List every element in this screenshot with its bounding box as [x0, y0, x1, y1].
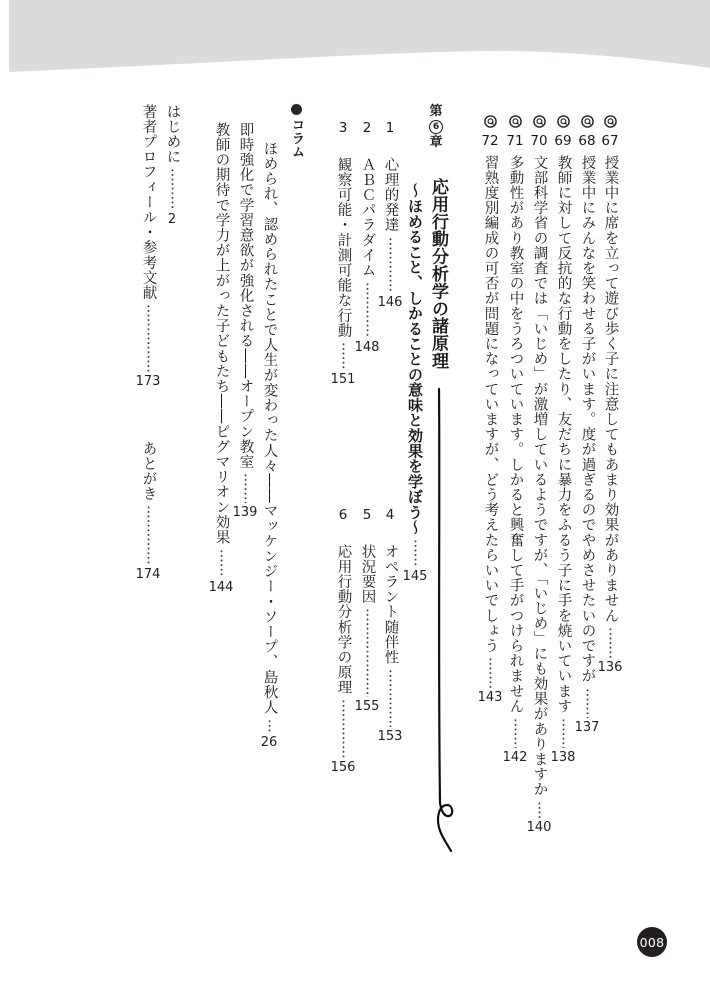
page-number: 008	[639, 934, 665, 950]
page-number-badge	[637, 927, 667, 957]
section-title: 心理的発達	[382, 157, 399, 233]
qa-entry-69[interactable]	[549, 115, 577, 765]
dot-leader	[244, 473, 247, 503]
qa-title: 習熟度別編成の可否が問題になっていますが、どう考えたらいいでしょう	[482, 155, 499, 654]
section-entry-3[interactable]	[329, 121, 357, 387]
qa-number: 70	[530, 133, 548, 149]
q-circle-icon	[484, 115, 497, 128]
dot-leader	[514, 718, 517, 748]
chapter-subtitle: 〜ほめること、しかることの意味と効果を学ぼう〜	[406, 183, 424, 535]
page-ref: 146	[377, 295, 403, 310]
qa-entry-71[interactable]	[501, 115, 529, 765]
qa-title: 多動性があり教室の中をうろついています。しかると興奮して手がつけられません	[507, 155, 524, 714]
chapter-label	[422, 104, 450, 150]
qa-title: 授業中に席を立って遊び歩く子に注意してもあまり効果がありません	[602, 155, 619, 624]
page-ref: 2	[167, 212, 177, 227]
bullet-circle-icon	[291, 104, 302, 115]
qa-entry-70[interactable]	[525, 115, 553, 835]
qa-number: 71	[506, 133, 524, 149]
front-matter-author-profile[interactable]	[134, 104, 162, 389]
front-matter-title: 著者プロフィール・参考文献	[140, 104, 157, 301]
page-ref: 142	[502, 750, 528, 765]
page-ref: 143	[477, 690, 503, 705]
page-ref: 173	[135, 374, 161, 389]
dot-leader	[389, 237, 392, 294]
dot-leader	[389, 669, 392, 727]
dot-leader	[147, 304, 150, 372]
dot-leader	[268, 719, 271, 733]
dot-leader	[366, 608, 369, 697]
chapter-prefix: 第	[429, 104, 443, 119]
q-circle-icon	[557, 115, 570, 128]
page-ref: 139	[232, 505, 258, 520]
page-ref: 174	[135, 567, 161, 582]
dot-leader	[414, 539, 417, 567]
section-title: オペラント随伴性	[382, 544, 399, 665]
dot-leader	[366, 282, 369, 338]
qa-title: 授業中にみんなを笑わせる子がいます。度が過ぎるのでやめさせたいのですが	[579, 155, 596, 684]
page-ref: 137	[574, 720, 600, 735]
chapter-suffix: 章	[429, 135, 443, 150]
qa-number: 68	[578, 133, 596, 149]
qa-title: 教師に対して反抗的な行動をしたり、友だちに暴力をふるう子に手を焼いています	[555, 155, 572, 714]
front-matter-title: はじめに	[164, 104, 181, 165]
column-entry-2[interactable]	[231, 122, 259, 520]
header-wave-band	[0, 0, 710, 80]
qa-entry-68[interactable]	[573, 115, 601, 735]
page-ref: 153	[377, 729, 403, 744]
front-matter-introduction[interactable]	[158, 104, 186, 227]
section-number: 1	[385, 120, 395, 136]
chapter-number-circle: 6	[429, 120, 443, 134]
section-title: 応用行動分析学の原理	[335, 544, 352, 695]
dot-leader	[586, 688, 589, 719]
column-title: 教師の期待で学力が上がった子どもたち――ピグマリオン効果	[213, 122, 230, 545]
section-number: 2	[362, 120, 372, 136]
column-header	[282, 104, 310, 159]
dot-leader	[538, 801, 541, 818]
front-matter-title: あとがき	[140, 441, 157, 502]
section-title: 観察可能・計測可能な行動	[335, 157, 352, 339]
section-number: 6	[338, 507, 348, 523]
section-entry-5[interactable]	[353, 508, 381, 714]
q-circle-icon	[604, 115, 617, 128]
section-number: 4	[385, 507, 395, 523]
column-entry-1[interactable]	[255, 141, 283, 750]
dot-leader	[489, 657, 492, 688]
page-ref: 155	[354, 699, 380, 714]
dot-leader	[609, 627, 612, 658]
q-circle-icon	[533, 115, 546, 128]
section-number: 5	[362, 507, 372, 523]
page-ref: 140	[526, 820, 552, 835]
front-matter-afterword[interactable]	[134, 441, 162, 582]
dot-leader	[147, 505, 150, 565]
qa-number: 69	[554, 133, 572, 149]
page-ref: 26	[260, 735, 278, 750]
column-label: コラム	[289, 118, 304, 159]
q-circle-icon	[509, 115, 522, 128]
page-ref: 145	[402, 569, 428, 584]
column-entry-3[interactable]	[207, 122, 235, 595]
page-ref: 151	[330, 372, 356, 387]
column-title: 即時強化で学習意欲が強化される――オープン教室	[237, 122, 254, 470]
q-circle-icon	[581, 115, 594, 128]
dot-leader	[562, 718, 565, 748]
dot-leader	[220, 549, 223, 578]
section-entry-6[interactable]	[329, 508, 357, 775]
dot-leader	[342, 342, 345, 370]
page-ref: 136	[597, 660, 623, 675]
section-number: 3	[338, 120, 348, 136]
qa-number: 67	[601, 133, 619, 149]
page-ref: 156	[330, 760, 356, 775]
qa-title: 文部科学省の調査では「いじめ」が激増しているようですが、「いじめ」にも効果がありますか	[531, 155, 548, 798]
chapter-subtitle-entry[interactable]	[401, 183, 429, 584]
section-title: 状況要因	[359, 544, 376, 605]
chapter-title-text: 応用行動分析学の諸原理	[428, 178, 448, 370]
section-title: ＡＢＣパラダイム	[359, 157, 376, 278]
dot-leader	[342, 699, 345, 758]
qa-number: 72	[481, 133, 499, 149]
section-entry-2[interactable]	[353, 121, 381, 355]
page-ref: 148	[354, 340, 380, 355]
qa-entry-72[interactable]	[476, 115, 504, 705]
column-title: ほめられ、認められたことで人生が変わった人々――マッケンジー・ソープ、島秋人	[261, 141, 278, 715]
dot-leader	[171, 168, 174, 210]
page-ref: 144	[208, 580, 234, 595]
page-ref: 138	[550, 750, 576, 765]
